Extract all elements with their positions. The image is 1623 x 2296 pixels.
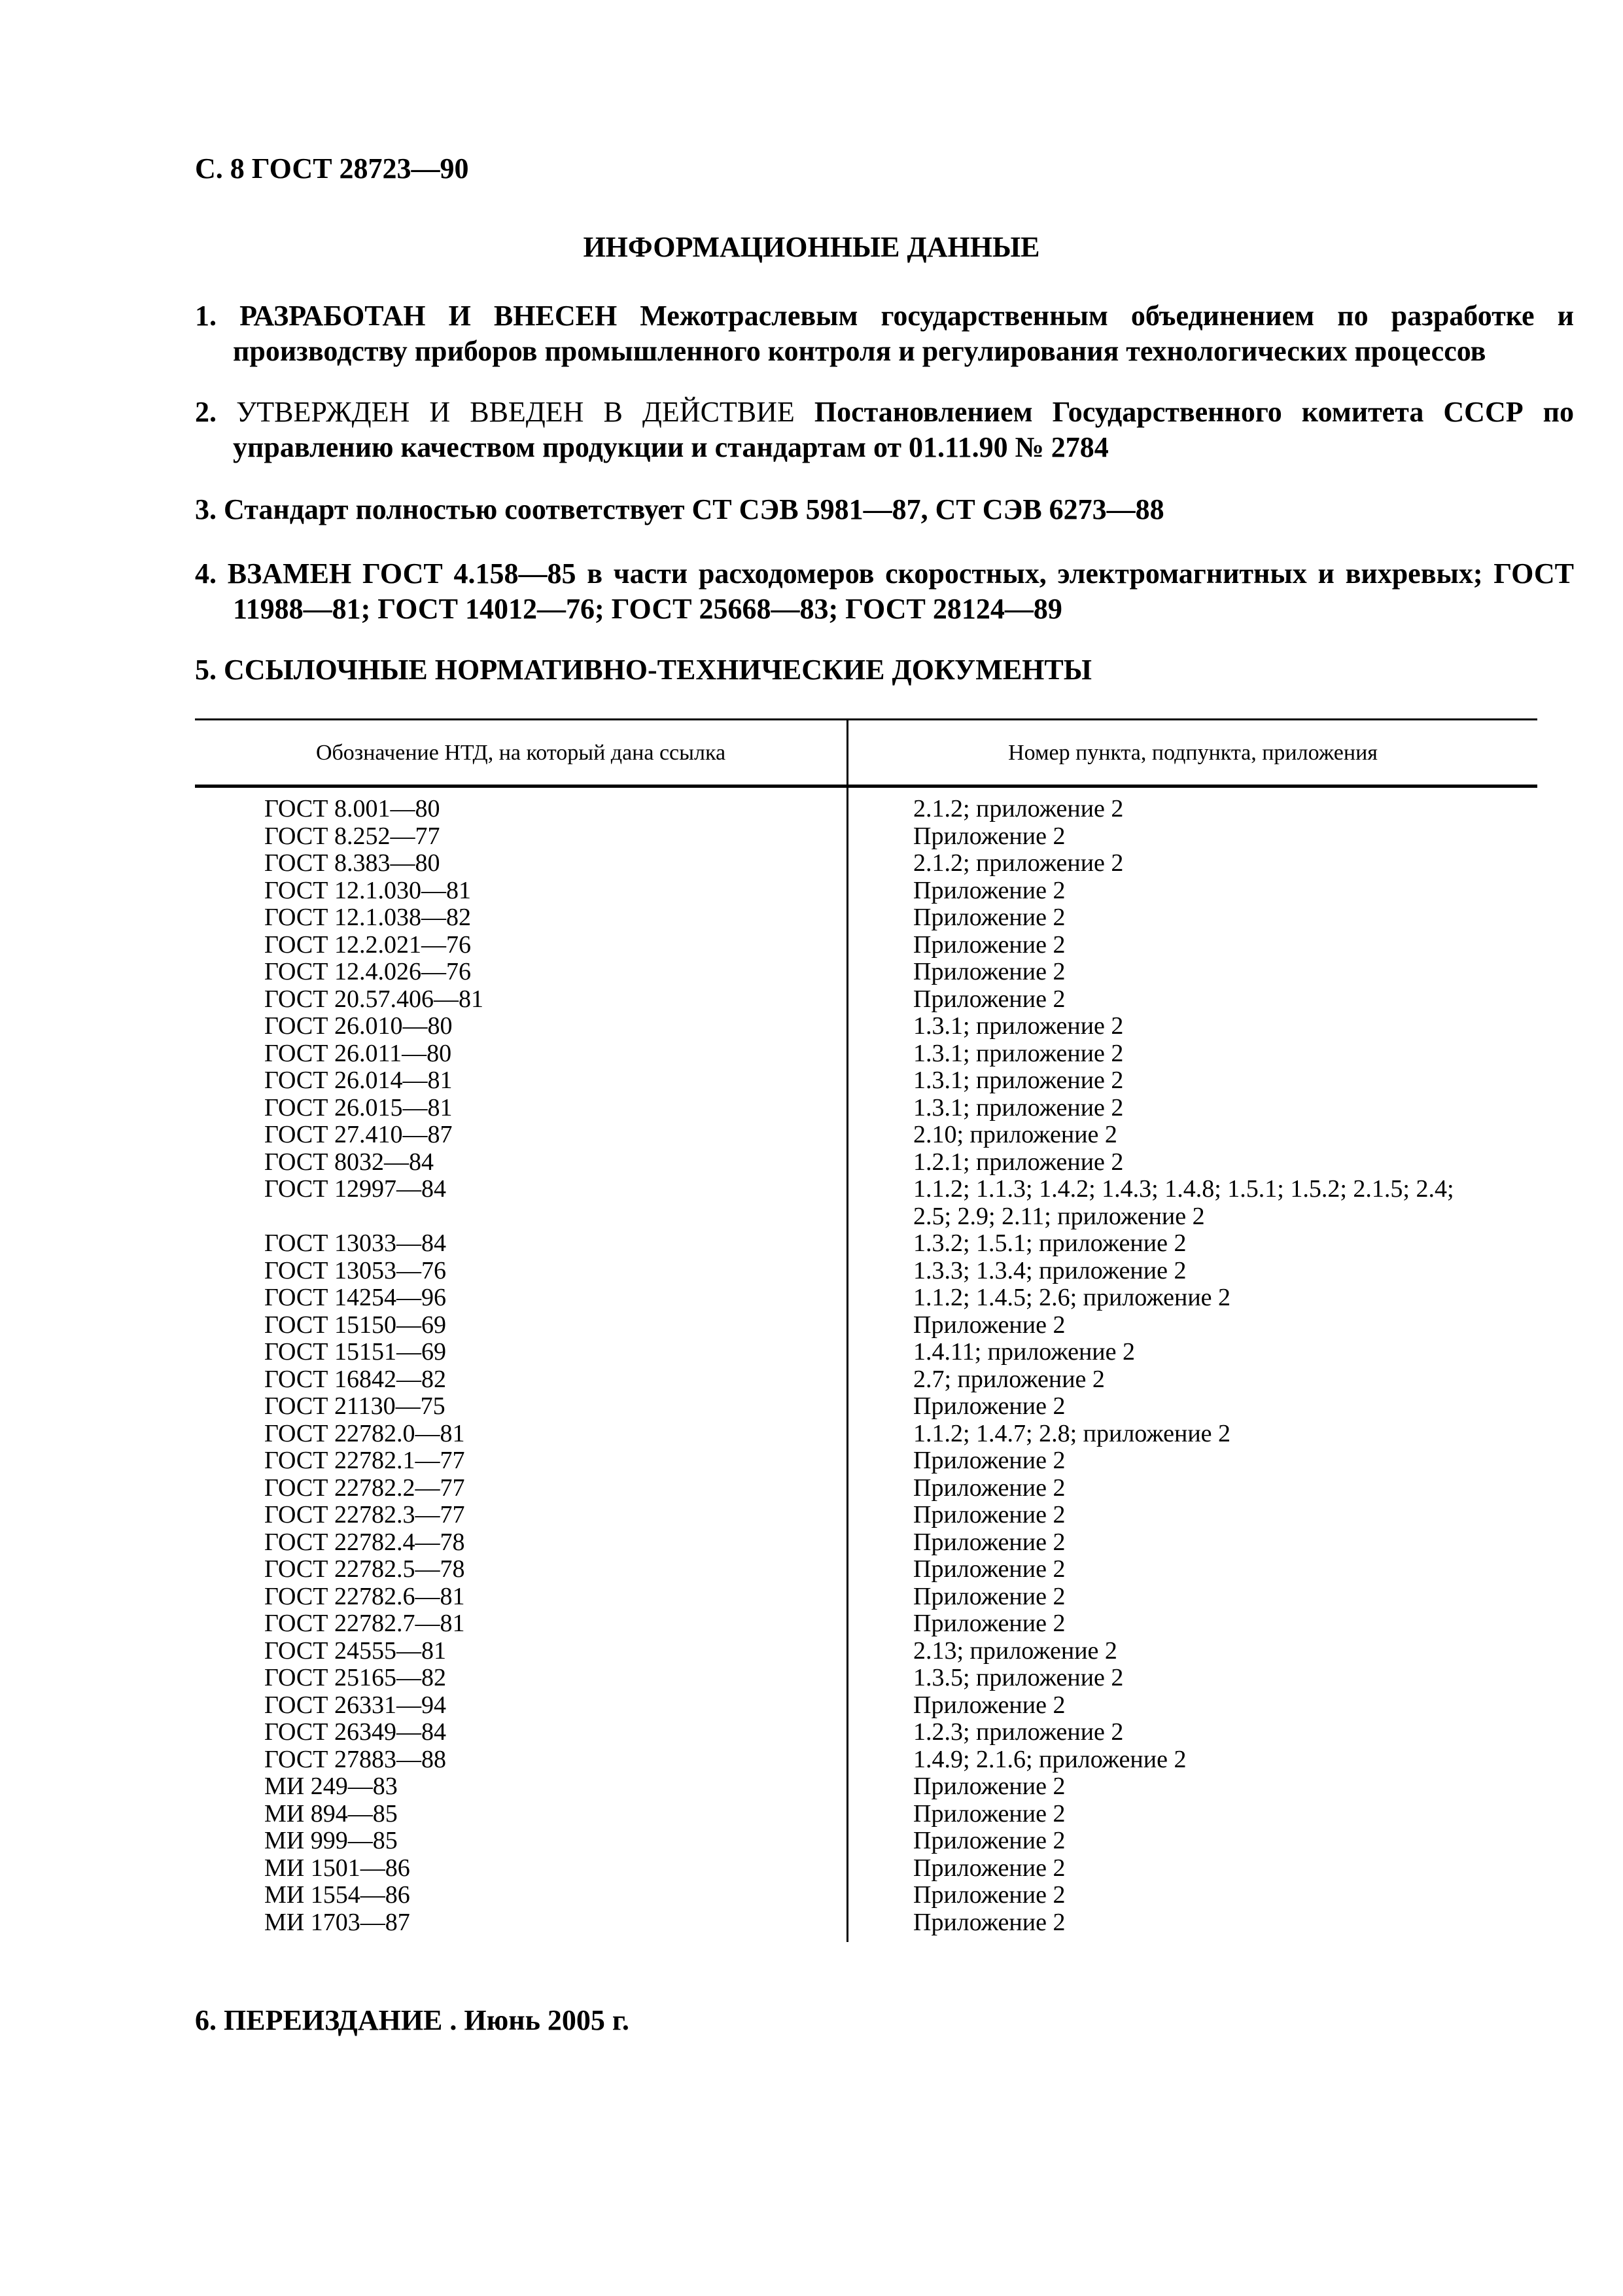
table-row <box>195 1339 1537 1366</box>
table-row <box>195 1801 1537 1828</box>
info-item-developed <box>195 298 1574 369</box>
cell-document: ГОСТ 8.383—80 <box>264 849 440 877</box>
table-row <box>195 1013 1537 1040</box>
cell-clause: 2.10; приложение 2 <box>913 1121 1117 1148</box>
table-row <box>195 1366 1537 1394</box>
cell-clause: 1.1.2; 1.4.7; 2.8; приложение 2 <box>913 1419 1231 1447</box>
cell-document: ГОСТ 22782.0—81 <box>264 1419 465 1447</box>
item-lead: РАЗРАБОТАН И ВНЕСЕН <box>239 300 618 332</box>
cell-document: ГОСТ 26.015—81 <box>264 1093 453 1122</box>
table-row <box>195 1176 1537 1230</box>
item-number: 5. <box>195 654 217 686</box>
table-row <box>195 1882 1537 1909</box>
info-item-replaces <box>195 556 1574 627</box>
cell-clause: Приложение 2 <box>913 1311 1066 1339</box>
cell-clause: 1.1.2; 1.1.3; 1.4.2; 1.4.3; 1.4.8; 1.5.1; 1.5.2; 2.1.5; 2.4; 2.5; 2.9; 2.11; приложение 2 <box>913 1175 1454 1230</box>
info-item-references <box>195 652 1574 688</box>
cell-document: ГОСТ 12.1.038—82 <box>264 904 471 931</box>
cell-clause: Приложение 2 <box>913 1799 1066 1828</box>
page-header: С. 8 ГОСТ 28723—90 <box>195 152 469 185</box>
cell-document: ГОСТ 8032—84 <box>264 1148 434 1176</box>
table-row <box>195 1502 1537 1529</box>
cell-clause: 1.3.1; приложение 2 <box>913 1093 1124 1122</box>
cell-clause: Приложение 2 <box>913 958 1066 985</box>
table-row <box>195 1312 1537 1339</box>
cell-document: ГОСТ 16842—82 <box>264 1365 446 1393</box>
cell-document: ГОСТ 27.410—87 <box>264 1121 453 1148</box>
cell-document: ГОСТ 8.001—80 <box>264 795 440 822</box>
cell-clause: 1.3.5; приложение 2 <box>913 1664 1124 1691</box>
cell-clause: Приложение 2 <box>913 1474 1066 1502</box>
table-row <box>195 1610 1537 1638</box>
table-row <box>195 1040 1537 1068</box>
item-text: Стандарт полностью соответствует СТ СЭВ 5981—87, СТ СЭВ 6273—88 <box>224 493 1164 525</box>
table-row <box>195 1284 1537 1312</box>
cell-clause: 1.2.3; приложение 2 <box>913 1718 1124 1746</box>
cell-document: ГОСТ 26331—94 <box>264 1691 446 1719</box>
cell-document: ГОСТ 22782.2—77 <box>264 1474 465 1502</box>
table-row <box>195 932 1537 959</box>
cell-document: ГОСТ 22782.6—81 <box>264 1582 465 1610</box>
cell-clause: Приложение 2 <box>913 876 1066 904</box>
cell-document: МИ 1703—87 <box>264 1908 410 1936</box>
cell-clause: 1.4.11; приложение 2 <box>913 1338 1135 1366</box>
item-number: 4. <box>195 557 217 590</box>
cell-clause: 2.7; приложение 2 <box>913 1365 1105 1393</box>
item-number: 2. <box>195 396 217 428</box>
table-row <box>195 1719 1537 1746</box>
table-row <box>195 796 1537 823</box>
table-row <box>195 850 1537 877</box>
cell-clause: 2.13; приложение 2 <box>913 1636 1117 1665</box>
cell-document: ГОСТ 22782.4—78 <box>264 1528 465 1556</box>
table-row <box>195 877 1537 905</box>
table-row <box>195 1556 1537 1583</box>
cell-clause: Приложение 2 <box>913 904 1066 931</box>
cell-document: МИ 1554—86 <box>264 1881 410 1909</box>
table-row <box>195 904 1537 932</box>
item-text: в части расходомеров скоростных, электромагнитных и вихревых; ГОСТ 11988—81; ГОСТ 14012—76; ГОСТ 25668—83; ГОСТ 28124—89 <box>233 557 1575 625</box>
cell-clause: Приложение 2 <box>913 985 1066 1013</box>
cell-clause: Приложение 2 <box>913 1555 1066 1583</box>
table-row <box>195 1095 1537 1122</box>
cell-clause: Приложение 2 <box>913 1854 1066 1882</box>
item-text: . Июнь 2005 г. <box>442 2004 629 2036</box>
cell-document: ГОСТ 21130—75 <box>264 1392 445 1420</box>
cell-clause: Приложение 2 <box>913 1392 1066 1420</box>
table-row <box>195 1692 1537 1720</box>
table-body <box>195 796 1537 1936</box>
table-row <box>195 1909 1537 1937</box>
cell-document: ГОСТ 13053—76 <box>264 1256 446 1284</box>
column-header-document: Обозначение НТД, на который дана ссылка <box>315 741 726 765</box>
table-row <box>195 1855 1537 1882</box>
cell-document: ГОСТ 20.57.406—81 <box>264 985 483 1013</box>
cell-clause: Приложение 2 <box>913 1691 1066 1719</box>
cell-document: ГОСТ 26349—84 <box>264 1718 446 1746</box>
table-row <box>195 1149 1537 1176</box>
table-row <box>195 1393 1537 1421</box>
cell-document: ГОСТ 15151—69 <box>264 1338 446 1366</box>
cell-document: ГОСТ 27883—88 <box>264 1745 446 1773</box>
cell-document: ГОСТ 8.252—77 <box>264 822 440 850</box>
item-number: 6. <box>195 2004 217 2036</box>
cell-document: ГОСТ 14254—96 <box>264 1284 446 1311</box>
cell-clause: Приложение 2 <box>913 1827 1066 1854</box>
cell-clause: 1.3.1; приложение 2 <box>913 1012 1124 1040</box>
table-row <box>195 823 1537 851</box>
cell-document: ГОСТ 26.014—81 <box>264 1067 453 1094</box>
info-item-approved <box>195 395 1574 465</box>
cell-clause: Приложение 2 <box>913 1610 1066 1637</box>
cell-document: ГОСТ 26.010—80 <box>264 1012 453 1040</box>
table-header-rule <box>195 785 1537 788</box>
cell-document: МИ 249—83 <box>264 1773 398 1800</box>
cell-clause: Приложение 2 <box>913 1881 1066 1909</box>
cell-clause: 1.2.1; приложение 2 <box>913 1148 1124 1176</box>
cell-clause: Приложение 2 <box>913 1773 1066 1800</box>
table-row <box>195 1773 1537 1801</box>
cell-clause: Приложение 2 <box>913 822 1066 850</box>
cell-clause: 1.3.3; 1.3.4; приложение 2 <box>913 1256 1187 1284</box>
item-number: 3. <box>195 493 217 525</box>
cell-clause: Приложение 2 <box>913 1582 1066 1610</box>
cell-document: ГОСТ 22782.1—77 <box>264 1447 465 1474</box>
item-lead: ПЕРЕИЗДАНИЕ <box>224 2004 443 2036</box>
cell-clause: 1.3.2; 1.5.1; приложение 2 <box>913 1229 1187 1257</box>
cell-document: ГОСТ 22782.3—77 <box>264 1501 465 1528</box>
cell-clause: 2.1.2; приложение 2 <box>913 795 1124 822</box>
table-row <box>195 1583 1537 1611</box>
cell-document: ГОСТ 24555—81 <box>264 1636 446 1665</box>
cell-document: ГОСТ 22782.5—78 <box>264 1555 465 1583</box>
cell-document: ГОСТ 12.4.026—76 <box>264 958 471 985</box>
cell-document: МИ 894—85 <box>264 1799 398 1828</box>
cell-document: ГОСТ 12.1.030—81 <box>264 876 471 904</box>
cell-clause: 1.4.9; 2.1.6; приложение 2 <box>913 1745 1187 1773</box>
item-lead: УТВЕРЖДЕН И ВВЕДЕН В ДЕЙСТВИЕ <box>236 396 795 428</box>
table-row <box>195 1638 1537 1665</box>
table-row <box>195 1665 1537 1692</box>
cell-clause: 2.1.2; приложение 2 <box>913 849 1124 877</box>
table-row <box>195 959 1537 986</box>
table-row <box>195 1122 1537 1149</box>
item-text: Межотраслевым государственным объединением по разработке и производству приборов промышленного контроля и регулирования технологических процессов <box>233 300 1574 367</box>
cell-document: МИ 999—85 <box>264 1827 398 1854</box>
item-lead: ВЗАМЕН ГОСТ 4.158—85 <box>227 557 576 590</box>
info-item-conformity <box>195 492 1574 527</box>
table-row <box>195 1529 1537 1557</box>
table-row <box>195 1258 1537 1285</box>
table-row <box>195 986 1537 1014</box>
cell-clause: Приложение 2 <box>913 1447 1066 1474</box>
cell-clause: 1.3.1; приложение 2 <box>913 1039 1124 1067</box>
cell-document: ГОСТ 15150—69 <box>264 1311 446 1339</box>
table-row <box>195 1746 1537 1774</box>
cell-document: ГОСТ 12.2.021—76 <box>264 930 471 959</box>
cell-clause: Приложение 2 <box>913 930 1066 959</box>
cell-document: ГОСТ 26.011—80 <box>264 1039 452 1067</box>
info-item-reissue <box>195 2003 1574 2038</box>
table-row <box>195 1421 1537 1448</box>
cell-document: ГОСТ 25165—82 <box>264 1664 446 1691</box>
cell-document: ГОСТ 22782.7—81 <box>264 1610 465 1637</box>
cell-clause: Приложение 2 <box>913 1501 1066 1528</box>
item-text: Постановлением Государственного комитета СССР по управлению качеством продукции и стандартам от 01.11.90 № 2784 <box>233 396 1575 463</box>
table-top-rule <box>195 718 1537 720</box>
cell-document: ГОСТ 13033—84 <box>264 1229 446 1257</box>
table-row <box>195 1230 1537 1258</box>
cell-document: МИ 1501—86 <box>264 1854 410 1882</box>
table-row <box>195 1067 1537 1095</box>
cell-clause: 1.1.2; 1.4.5; 2.6; приложение 2 <box>913 1284 1231 1311</box>
cell-clause: Приложение 2 <box>913 1908 1066 1936</box>
cell-clause: 1.3.1; приложение 2 <box>913 1067 1124 1094</box>
item-lead: ССЫЛОЧНЫЕ НОРМАТИВНО-ТЕХНИЧЕСКИЕ ДОКУМЕНТЫ <box>224 654 1092 686</box>
column-header-clause: Номер пункта, подпункта, приложения <box>1008 741 1378 765</box>
table-row <box>195 1475 1537 1502</box>
cell-clause: Приложение 2 <box>913 1528 1066 1556</box>
cell-document: ГОСТ 12997—84 <box>264 1175 446 1203</box>
item-number: 1. <box>195 300 217 332</box>
section-title: ИНФОРМАЦИОННЫЕ ДАННЫЕ <box>583 231 1040 263</box>
table-row <box>195 1828 1537 1855</box>
table-row <box>195 1447 1537 1475</box>
